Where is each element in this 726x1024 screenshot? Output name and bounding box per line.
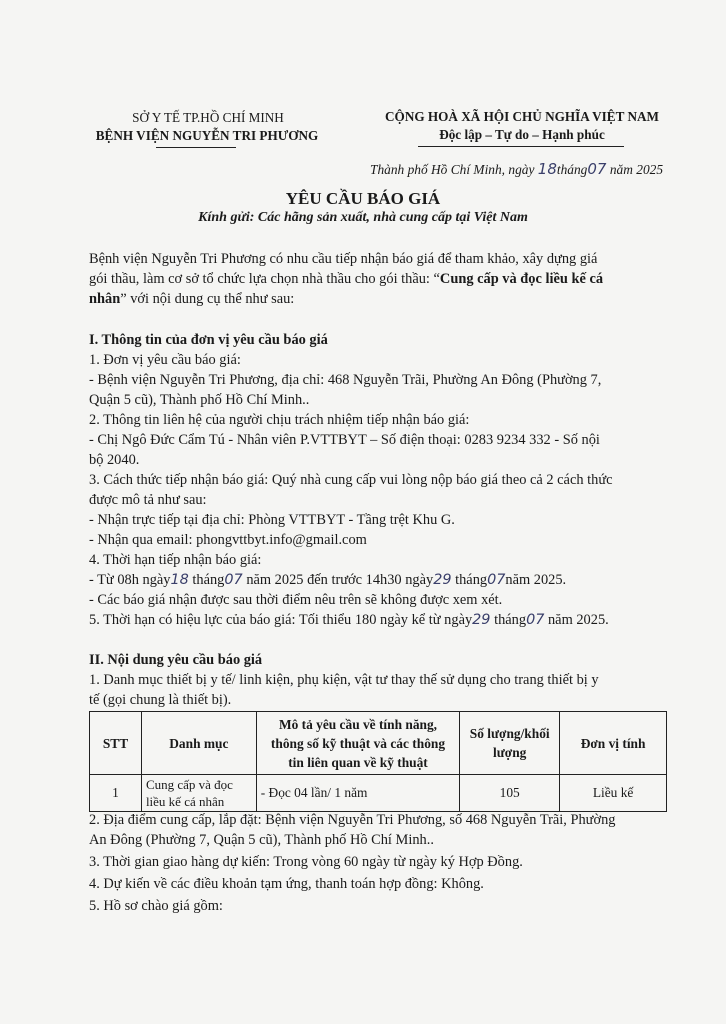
document-title: YÊU CẦU BÁO GIÁ	[285, 189, 441, 208]
intro-line-1: Bệnh viện Nguyễn Tri Phương có nhu cầu tiếp nhận báo giá để tham khảo, xây dựng giá	[89, 251, 598, 267]
table-header-row	[90, 712, 667, 775]
s1-item3-c: - Nhận trực tiếp tại địa chỉ: Phòng VTTBYT - Tầng trệt Khu G.	[89, 512, 455, 528]
cell-category-line2: liều kế cá nhân	[145, 794, 225, 809]
validity-day: 29	[472, 612, 491, 628]
col-quantity-line1: Số lượng/khối	[469, 726, 550, 741]
s1-item5-text2: tháng	[494, 612, 527, 628]
date-prefix: Thành phố Hồ Chí Minh, ngày	[370, 162, 535, 177]
equipment-table	[89, 711, 667, 812]
s1-item1-b: Quận 5 cũ), Thành phố Hồ Chí Minh..	[89, 392, 310, 408]
s2-item2-a: 2. Địa điểm cung cấp, lắp đặt: Bệnh viện Nguyễn Tri Phương, số 468 Nguyễn Trãi, Phường	[89, 812, 616, 828]
package-name-part1: Cung cấp và đọc liều kế cá	[439, 271, 604, 287]
col-quantity-line2: lượng	[493, 745, 527, 760]
s2-item1-b: tế (gọi chung là thiết bị).	[89, 692, 232, 708]
s1-item4-b: - Các báo giá nhận được sau thời điểm nêu trên sẽ không được xem xét.	[89, 592, 503, 608]
s2-item3: 3. Thời gian giao hàng dự kiến: Trong vòng 60 ngày từ ngày ký Hợp Đồng.	[89, 854, 523, 870]
s1-item3-b: được mô tả như sau:	[89, 492, 207, 508]
s1-item4-a-text2: tháng	[192, 572, 225, 588]
table-row	[90, 775, 667, 812]
receive-end-month: 07	[487, 572, 506, 588]
date-month: 07	[587, 160, 607, 178]
s2-item2-b: An Đông (Phường 7, Quận 5 cũ), Thành phố Hồ Chí Minh..	[89, 832, 434, 848]
s1-item3-d: - Nhận qua email: phongvttbyt.info@gmail.com	[89, 532, 367, 548]
s1-item2-b: bộ 2040.	[89, 452, 140, 468]
intro-line-3	[89, 289, 294, 309]
col-stt: STT	[90, 712, 142, 775]
receive-end-day: 29	[433, 572, 452, 588]
s1-item5-text3: năm 2025.	[547, 612, 609, 628]
receive-start-day: 18	[170, 572, 189, 588]
date-day: 18	[537, 160, 557, 178]
date-month-label: tháng	[556, 162, 588, 177]
s1-item4-a-text3: năm 2025 đến trước 14h30 ngày	[246, 572, 434, 588]
col-unit: Đơn vị tính	[560, 712, 667, 775]
cell-unit: Liều kế	[560, 775, 667, 812]
s1-item4-a-text1: - Từ 08h ngày	[89, 572, 171, 588]
col-spec	[256, 712, 460, 775]
intro-line-2-text: gói thầu, làm cơ sở tổ chức lựa chọn nhà thầu cho gói thầu: “	[89, 271, 440, 287]
nation-title: CỘNG HOÀ XÃ HỘI CHỦ NGHĨA VIỆT NAM	[385, 109, 659, 124]
s1-item3-a: 3. Cách thức tiếp nhận báo giá: Quý nhà cung cấp vui lòng nộp báo giá theo cả 2 cách thức	[89, 472, 613, 488]
s1-item2-a: - Chị Ngô Đức Cẩm Tú - Nhân viên P.VTTBYT – Số điện thoại: 0283 9234 332 - Số nội	[89, 432, 600, 448]
section-2-heading: II. Nội dung yêu cầu báo giá	[89, 652, 263, 668]
s1-item5-text1: 5. Thời hạn có hiệu lực của báo giá: Tối thiểu 180 ngày kể từ ngày	[89, 612, 473, 628]
col-spec-line3: tin liên quan về kỹ thuật	[288, 754, 428, 770]
package-name-part2: nhân	[89, 291, 121, 307]
s1-item1-a: - Bệnh viện Nguyễn Tri Phương, địa chỉ: 468 Nguyễn Trãi, Phường An Đông (Phường 7,	[89, 372, 602, 388]
s2-item4: 4. Dự kiến về các điều khoản tạm ứng, thanh toán hợp đồng: Không.	[89, 876, 484, 892]
col-category: Danh mục	[141, 712, 256, 775]
s1-item1: 1. Đơn vị yêu cầu báo giá:	[89, 352, 241, 368]
cell-quantity: 105	[460, 775, 560, 812]
s1-item4-a-text4: tháng	[455, 572, 488, 588]
cell-spec: - Đọc 04 lần/ 1 năm	[256, 775, 460, 812]
date-line	[370, 160, 663, 178]
col-spec-line2: thông số kỹ thuật và các thông	[270, 735, 446, 751]
nation-motto: Độc lập – Tự do – Hạnh phúc	[439, 127, 605, 142]
receive-start-month: 07	[224, 572, 243, 588]
section-1-heading: I. Thông tin của đơn vị yêu cầu báo giá	[89, 332, 328, 348]
s1-item4-a	[89, 570, 566, 590]
col-quantity	[460, 712, 560, 775]
addressee: Kính gửi: Các hãng sản xuất, nhà cung cấp tại Việt Nam	[198, 210, 528, 225]
s1-item4: 4. Thời hạn tiếp nhận báo giá:	[89, 552, 262, 568]
cell-category-line1: Cung cấp và đọc	[145, 777, 233, 792]
date-suffix: năm 2025	[609, 162, 664, 177]
s2-item5: 5. Hồ sơ chào giá gồm:	[89, 898, 223, 914]
cell-category	[141, 775, 256, 812]
cell-stt: 1	[90, 775, 142, 812]
s1-item5	[89, 610, 609, 630]
s1-item4-a-text5: năm 2025.	[505, 572, 567, 588]
hospital-name: BỆNH VIỆN NGUYỄN TRI PHƯƠNG	[95, 128, 319, 143]
department-name: SỞ Y TẾ TP.HỒ CHÍ MINH	[132, 110, 284, 125]
hospital-underline	[156, 147, 236, 148]
s1-item2: 2. Thông tin liên hệ của người chịu trách nhiệm tiếp nhận báo giá:	[89, 412, 470, 428]
intro-line-3-text: ” với nội dung cụ thể như sau:	[120, 291, 295, 307]
validity-month: 07	[526, 612, 545, 628]
s2-item1-a: 1. Danh mục thiết bị y tế/ linh kiện, phụ kiện, vật tư thay thế sử dụng cho trang thiết bị y	[89, 672, 599, 688]
col-spec-line1: Mô tả yêu cầu về tính năng,	[278, 716, 438, 732]
intro-line-2	[89, 269, 603, 289]
motto-underline	[418, 146, 624, 147]
